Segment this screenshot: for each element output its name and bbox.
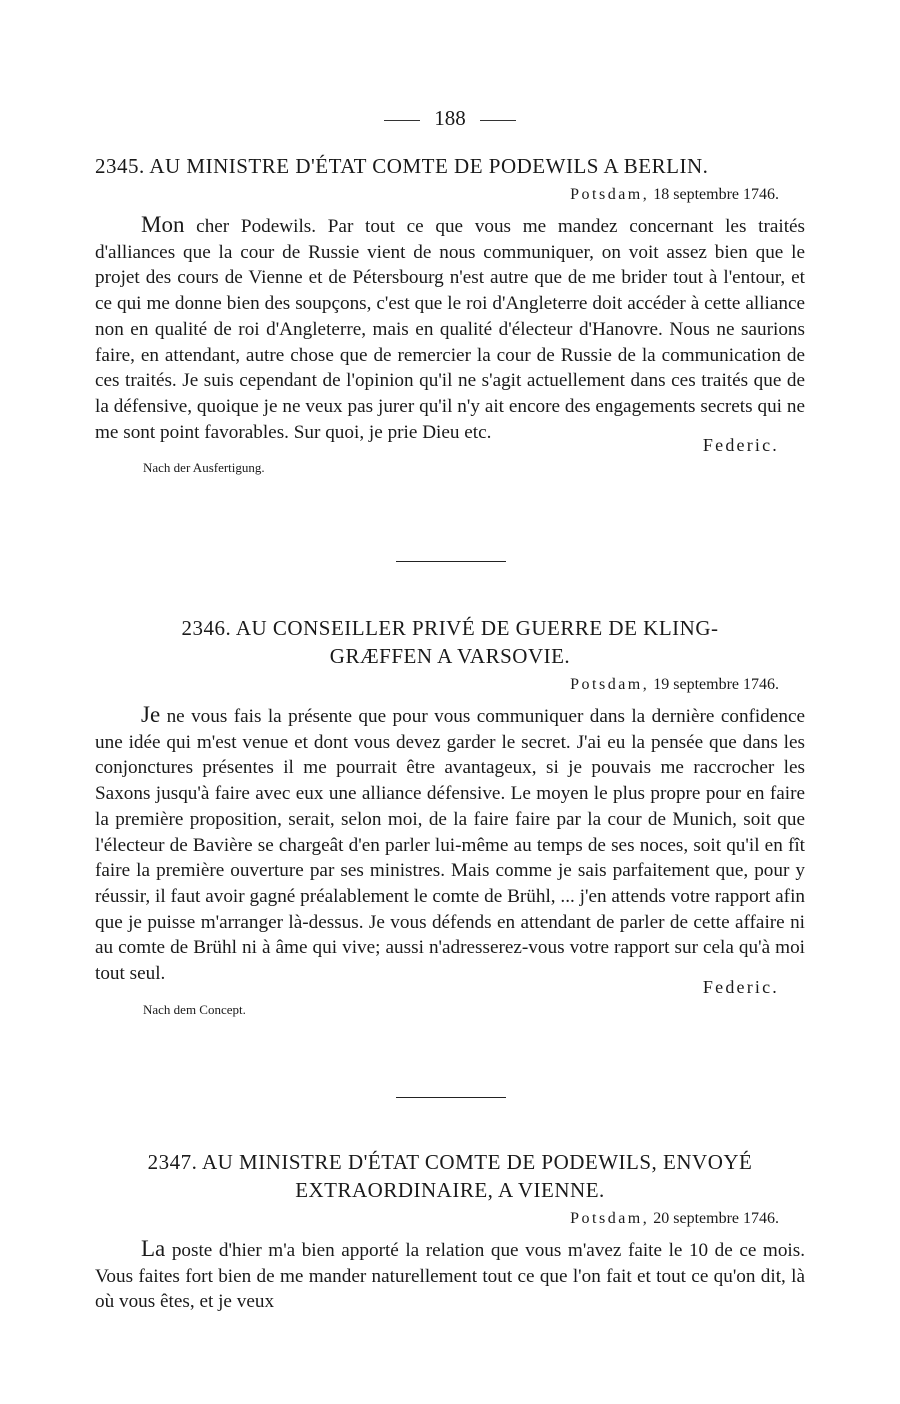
section-divider bbox=[396, 1097, 506, 1098]
letter-number: 2345. bbox=[95, 154, 145, 178]
letter-2345 bbox=[95, 152, 805, 477]
letter-signature: Federic. bbox=[702, 435, 779, 456]
letter-place: Potsdam, bbox=[570, 186, 650, 203]
letter-date: 20 septembre 1746. bbox=[653, 1210, 779, 1227]
letter-first-word: Je bbox=[141, 702, 161, 727]
letter-signature: Federic. bbox=[702, 976, 779, 997]
letter-text: cher Podewils. Par tout ce que vous me mandez concernant les traités d'alliances que la cour de Russie vient de nous communiquer, on voit assez bien que le projet des cours de Vienne et de Pétersbourg n'est autre que de me brider tout à l'entour, et ce qui me donne bien des soupçons, c'est que le roi d'Angleterre doit accéder à cette alliance non en qualité de roi d'Angleterre, mais en qualité d'électeur d'Hanovre. Nous ne saurions faire, en attendant, autre chose que de remercier la cour de Russie de la communication de ces traités. Je suis cependant de l'opinion qu'il ne s'agit actuellement dans ces traités que de la défensive, quoique je ne veux pas jurer qu'il n'y ait encore des engagements secrets qui ne me sont point favorables. Sur quoi, je prie Dieu etc. bbox=[95, 216, 806, 443]
letter-place: Potsdam, bbox=[570, 676, 650, 693]
letter-title bbox=[95, 152, 805, 180]
letter-heading-line2: GRÆFFEN A VARSOVIE. bbox=[329, 644, 571, 668]
letter-first-word: La bbox=[141, 1236, 166, 1261]
letter-number: 2347. bbox=[147, 1150, 198, 1174]
letter-2347 bbox=[95, 1148, 805, 1315]
page-number: 188 bbox=[434, 106, 466, 130]
letter-dateline bbox=[95, 184, 805, 206]
letter-dateline bbox=[95, 674, 805, 696]
letter-source: Nach dem Concept. bbox=[143, 1001, 246, 1017]
page-header bbox=[0, 106, 900, 131]
letter-body bbox=[95, 702, 805, 987]
letter-heading-line2: EXTRAORDINAIRE, A VIENNE. bbox=[295, 1178, 605, 1202]
letter-body bbox=[95, 212, 805, 445]
letter-dateline bbox=[95, 1208, 805, 1230]
letter-place: Potsdam, bbox=[570, 1210, 650, 1227]
letter-date: 19 septembre 1746. bbox=[653, 676, 779, 693]
letter-text: poste d'hier m'a bien apporté la relation que vous m'avez faite le 10 de ce mois. Vous faites fort bien de me mander naturellement tout ce que l'on fait et tout ce qu'on dit, là où vous êtes, et je veux bbox=[95, 1240, 806, 1313]
letter-title bbox=[95, 1148, 805, 1204]
letter-2346 bbox=[95, 614, 805, 1019]
section-divider bbox=[396, 561, 506, 562]
letter-body bbox=[95, 1236, 805, 1315]
letter-heading-line1: AU CONSEILLER PRIVÉ DE GUERRE DE KLING- bbox=[235, 616, 719, 640]
letter-heading-line1: AU MINISTRE D'ÉTAT COMTE DE PODEWILS, ENVOYÉ bbox=[201, 1150, 753, 1174]
letter-title bbox=[95, 614, 805, 670]
letter-date: 18 septembre 1746. bbox=[653, 186, 779, 203]
letter-text: ne vous fais la présente que pour vous communiquer dans la dernière confidence une idée qui m'est venue et dont vous devez garder le secret. J'ai eu la pensée que dans les conjonctures présentes il me pourrait être avantageux, si je pouvais me raccrocher les Saxons jusqu'à faire avec eux une alliance défensive. Le moyen le plus propre pour en faire la première proposition, serait, selon moi, de la faire faire par la cour de Munich, soit que l'électeur de Bavière se chargeât d'en parler lui-même au temps de ses noces, soit qu'il en fît faire la première ouverture par ses ministres. Mais comme je sais parfaitement que, pour y réussir, il faut avoir gagné préalablement le comte de Brühl, ... j'en attends votre rapport afin que je puisse m'arranger là-dessus. Je vous défends en attendant de parler de cette affaire ni au comte de Brühl ni à âme qui vive; aussi n'adresserez-vous votre rapport sur cela qu'à moi tout seul. bbox=[95, 706, 805, 985]
letter-heading: AU MINISTRE D'ÉTAT COMTE DE PODEWILS A BERLIN. bbox=[149, 154, 709, 178]
letter-source: Nach der Ausfertigung. bbox=[143, 460, 265, 476]
letter-number: 2346. bbox=[181, 616, 232, 640]
letter-first-word: Mon bbox=[141, 212, 185, 237]
header-dash-right bbox=[480, 120, 516, 121]
header-dash-left bbox=[384, 120, 420, 121]
